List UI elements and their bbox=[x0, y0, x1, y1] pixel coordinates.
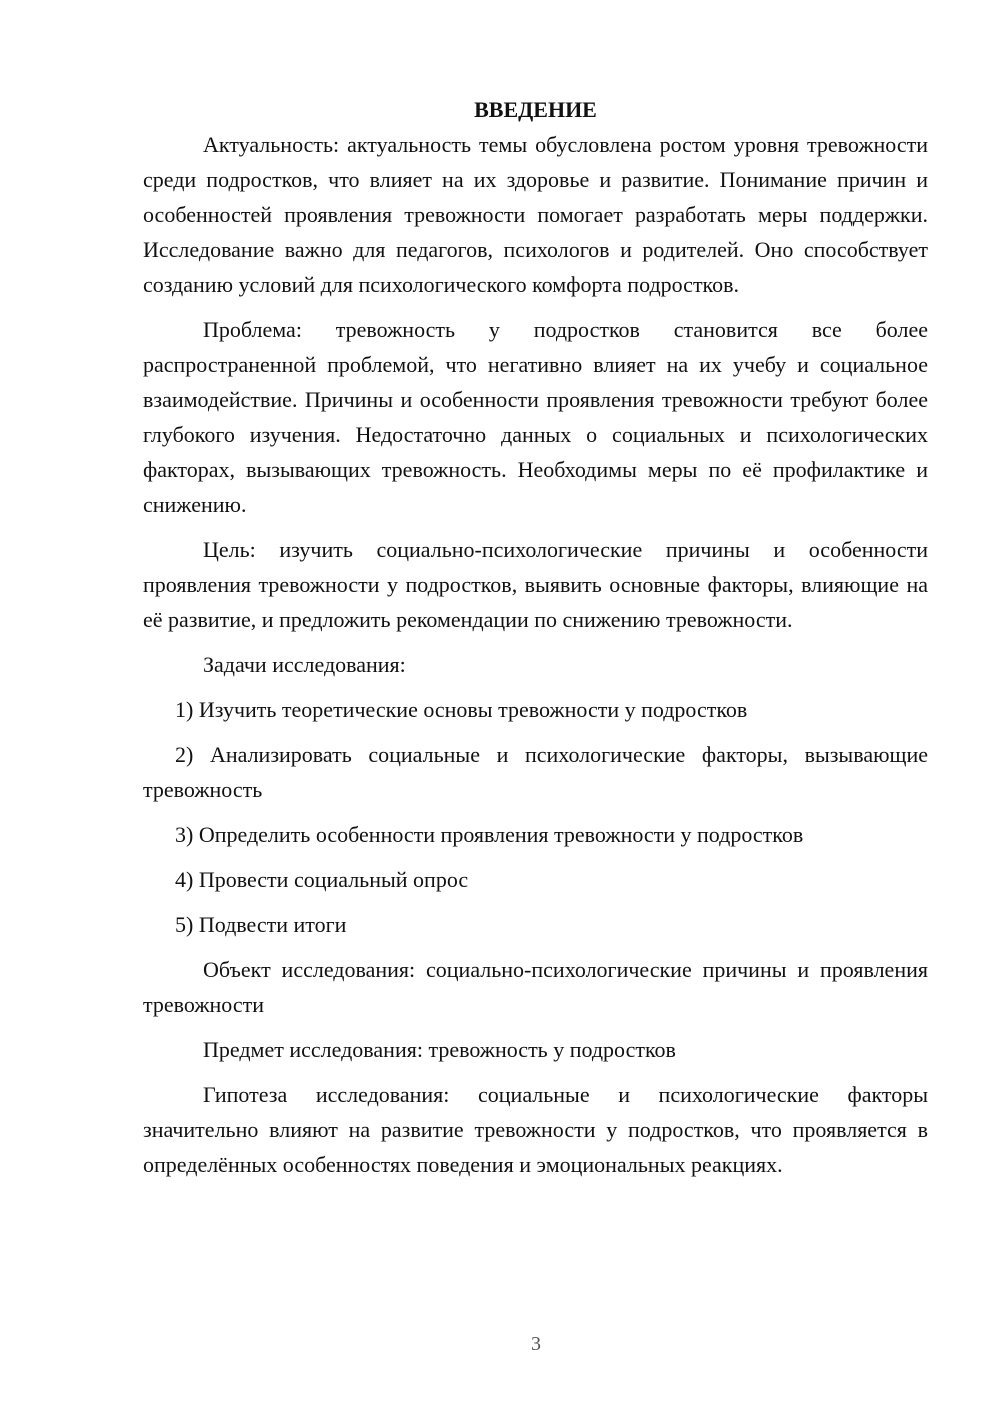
subject-paragraph: Предмет исследования: тревожность у подростков bbox=[203, 1037, 676, 1062]
page-number: 3 bbox=[531, 1333, 541, 1355]
task-item-1: 1) Изучить теоретические основы тревожности у подростков bbox=[175, 697, 748, 722]
task-item-5: 5) Подвести итоги bbox=[175, 912, 347, 937]
task-item-2: 2) Анализировать социальные и психологические факторы, вызывающие тревожность bbox=[143, 742, 928, 802]
task-item-4: 4) Провести социальный опрос bbox=[175, 867, 469, 892]
section-heading: ВВЕДЕНИЕ bbox=[474, 97, 597, 122]
tasks-heading: Задачи исследования: bbox=[203, 652, 406, 677]
problem-paragraph: Проблема: тревожность у подростков становится все более распространенной проблемой, что негативно влияет на их учебу и социальное взаимодействие. Причины и особенности проявления тревожности требуют более глубокого изучения. Недостаточно данных о социальных и психологических факторах, вызывающих тревожность. Необходимы меры по её профилактике и снижению. bbox=[143, 317, 928, 517]
relevance-paragraph: Актуальность: актуальность темы обусловлена ростом уровня тревожности среди подростков, что влияет на их здоровье и развитие. Понимание причин и особенностей проявления тревожности помогает разработать меры поддержки. Исследование важно для педагогов, психологов и родителей. Оно способствует созданию условий для психологического комфорта подростков. bbox=[143, 132, 928, 297]
hypothesis-paragraph: Гипотеза исследования: социальные и психологические факторы значительно влияют на развитие тревожности у подростков, что проявляется в определённых особенностях поведения и эмоциональных реакциях. bbox=[143, 1082, 928, 1177]
document-body bbox=[143, 92, 928, 1192]
task-item-3: 3) Определить особенности проявления тревожности у подростков bbox=[175, 822, 804, 847]
object-paragraph: Объект исследования: социально-психологические причины и проявления тревожности bbox=[143, 957, 928, 1017]
goal-paragraph: Цель: изучить социально-психологические причины и особенности проявления тревожности у подростков, выявить основные факторы, влияющие на её развитие, и предложить рекомендации по снижению тревожности. bbox=[143, 537, 928, 632]
